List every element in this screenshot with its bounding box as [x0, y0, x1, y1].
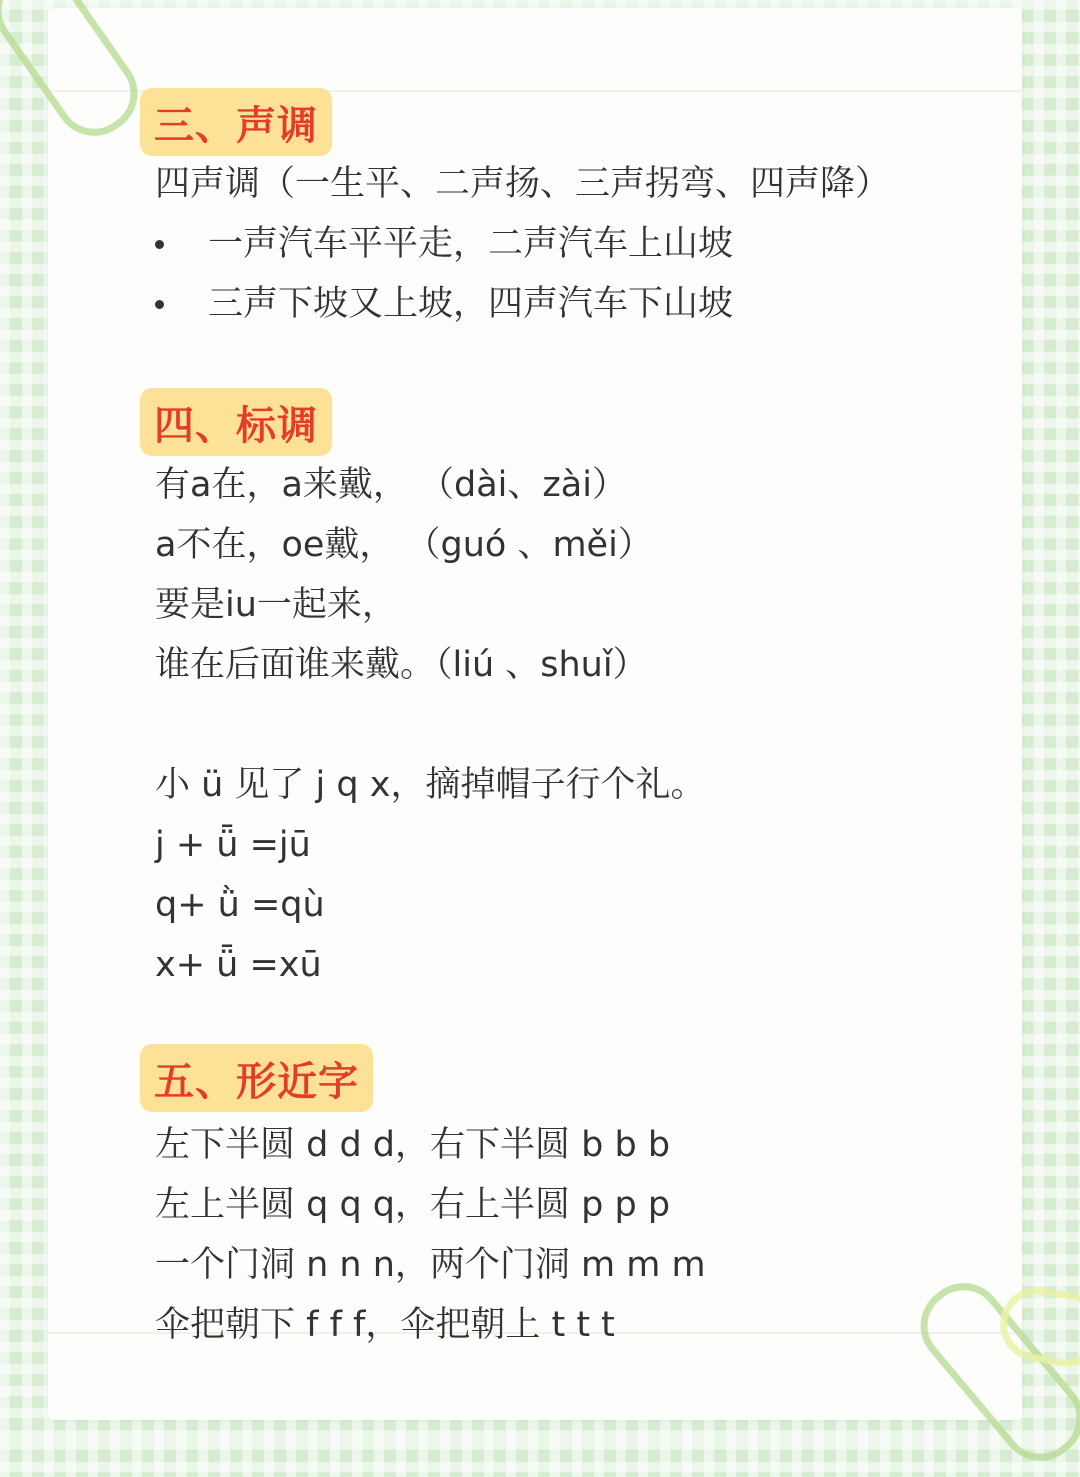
section-heading-tone-marking: 四、标调 — [140, 388, 332, 456]
marking-line: 有a在，a来戴， （dài、zài） — [155, 465, 627, 505]
marking-line: j + ǖ =jū — [155, 825, 311, 865]
similar-letters-line: 左上半圆 q q q，右上半圆 p p p — [155, 1185, 671, 1225]
marking-line: 小 ü 见了 j q x，摘掉帽子行个礼。 — [155, 765, 706, 805]
bullet-icon — [155, 240, 164, 249]
similar-letters-line: 一个门洞 n n n，两个门洞 m m m — [155, 1245, 706, 1285]
tones-intro: 四声调（一生平、二声扬、三声拐弯、四声降） — [155, 164, 891, 204]
marking-line: a不在，oe戴， （guó 、měi） — [155, 525, 653, 565]
section-heading-similar-letters: 五、形近字 — [140, 1044, 373, 1112]
tones-bullet: 一声汽车平平走，二声汽车上山坡 — [208, 224, 734, 264]
tones-bullet: 三声下坡又上坡，四声汽车下山坡 — [208, 284, 734, 324]
bullet-icon — [155, 300, 164, 309]
marking-line: 要是iu一起来， — [155, 585, 397, 625]
marking-line: 谁在后面谁来戴。（liú 、shuǐ） — [155, 645, 648, 685]
section-heading-tones: 三、声调 — [140, 88, 332, 156]
marking-line: q+ ǜ =qù — [155, 885, 325, 925]
similar-letters-line: 伞把朝下 f f f，伞把朝上 t t t — [155, 1305, 615, 1345]
similar-letters-line: 左下半圆 d d d，右下半圆 b b b — [155, 1125, 671, 1165]
marking-line: x+ ǖ =xū — [155, 945, 322, 985]
